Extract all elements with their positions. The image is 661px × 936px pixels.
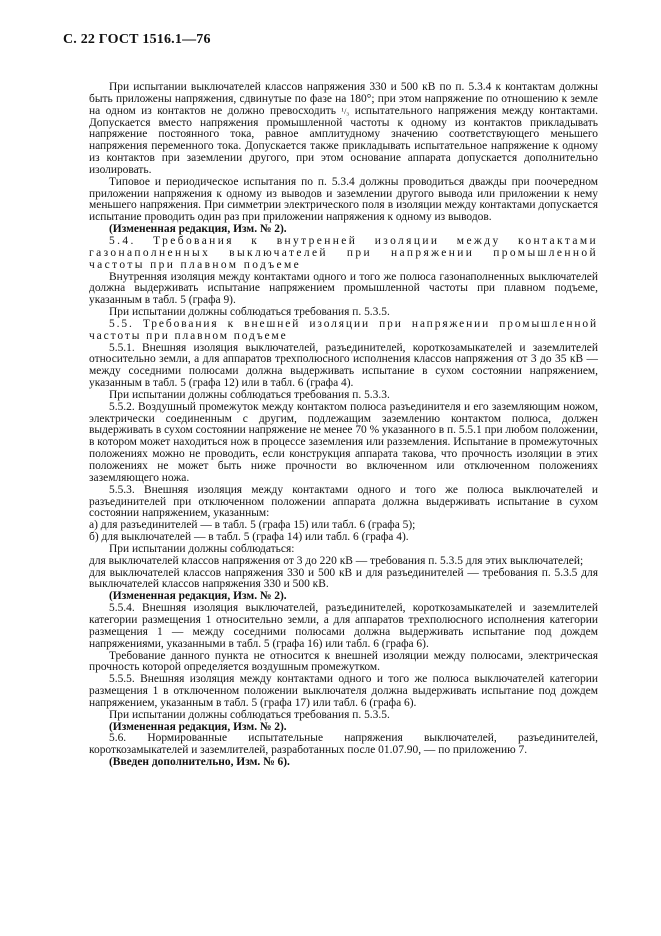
section-heading-5-5: 5.5. Требования к внешней изоляции при напряжении промышленной частоты при плавном подъеме	[89, 317, 598, 342]
paragraph: При испытании должны соблюдаться:	[109, 542, 295, 555]
fraction-one-third: ¹/₃	[341, 105, 350, 116]
paragraph: для выключателей классов напряжения 330 и 500 кВ и для разъединителей — требования п. 5.3.5 для выключателей классов напряжения 330 и 500 кВ.	[89, 566, 598, 591]
page-header: С. 22 ГОСТ 1516.1—76	[63, 32, 211, 47]
section-heading-5-4: 5.4. Требования к внутренней изоляции между контактами газонаполненных выключателей при напряжении промышленной частоты при плавном подъеме	[89, 234, 598, 271]
paragraph: 5.6. Нормированные испытательные напряжения выключателей, разъединителей, короткозамыкателей и заземлителей, разработанных после 01.07.90, — по приложению 7.	[89, 732, 598, 757]
paragraph: 5.5.3. Внешняя изоляция между контактами одного и того же полюса выключателей и разъединителей при отключенном положении аппарата должна выдерживать испытание в сухом состоянии напряжением, указанным:	[89, 483, 598, 520]
paragraph-text: испытательного напряжения между контактами. Допускается вместо напряжения промышленной частоты к одному из контактов прикладывать напряжение постоянного тока, равное амплитудному значению соответствующего меньшего напряжения переменного тока. Допускается также прикладывать испытательное напряжение к одному из контактов при заземлении другого, при этом основание аппарата допускается дополнительно изолировать.	[89, 104, 598, 176]
amendment-note: (Измененная редакция, Изм. № 2).	[109, 590, 287, 603]
paragraph: При испытании должны соблюдаться требования п. 5.3.5.	[109, 306, 390, 319]
paragraph: При испытании должны соблюдаться требования п. 5.3.5.	[109, 708, 390, 721]
paragraph	[89, 82, 598, 177]
paragraph: Внутренняя изоляция между контактами одного и того же полюса газонаполненных выключателей должна выдерживать испытание напряжением промышленной частоты при плавном подъеме, указанным в табл. 5 (графа 9).	[89, 270, 598, 307]
paragraph: Требование данного пункта не относится к внешней изоляции между полюсами, электрическая прочность которой определяется воздушным промежутком.	[89, 649, 598, 674]
list-item: а) для разъединителей — в табл. 5 (графа 15) или табл. 6 (графа 5);	[89, 519, 416, 532]
paragraph: 5.5.5. Внешняя изоляция между контактами одного и того же полюса выключателей категории размещения 1 в отключенном положении выключателя должна выдерживать испытание под дождем напряжением, указанным в табл. 5 (графа 17) или табл. 6 (графа 6).	[89, 673, 598, 709]
paragraph-text: При испытании выключателей классов напряжения 330 и 500 кВ по п. 5.3.4 к контактам должны быть приложены напряжения, сдвинутые по фазе на 180°; при этом напряжение по отношению к земле на одном из контактов не должно превосходить	[89, 81, 598, 117]
paragraph: 5.5.1. Внешняя изоляция выключателей, разъединителей, короткозамыкателей и заземлителей относительно земли, а для аппаратов трехполюсного исполнения классов напряжения от 3 до 35 кВ — между соседними полюсами должна выдерживать испытание в сухом состоянии напряжением, указанным в табл. 5 (графа 12) или в табл. 6 (графа 4).	[89, 341, 598, 390]
paragraph: 5.5.2. Воздушный промежуток между контактом полюса разъединителя и его заземляющим ножом, электрически соединенным с другим, подлежащим заземлению контактом полюса, должен выдерживать в сухом состоянии напряжение не менее 70 % указанного в п. 5.5.1 при любом положении, в котором может находиться нож в процессе заземления или разземления. Испытание в промежуточных положениях можно не проводить, если конструкция аппарата такова, что прочность изоляции в этих положениях не может быть ниже прочности во включенном или отключенном положениях заземляющего ножа.	[89, 400, 598, 484]
paragraph: При испытании должны соблюдаться требования п. 5.3.3.	[109, 388, 390, 401]
amendment-note: (Измененная редакция, Изм. № 2).	[109, 720, 287, 733]
list-item: б) для выключателей — в табл. 5 (графа 14) или табл. 6 (графа 4).	[89, 531, 409, 544]
amendment-note: (Измененная редакция, Изм. № 2).	[109, 223, 287, 236]
paragraph: для выключателей классов напряжения от 3 до 220 кВ — требования п. 5.3.5 для этих выключателей;	[89, 554, 584, 567]
paragraph: 5.5.4. Внешняя изоляция выключателей, разъединителей, короткозамыкателей и заземлителей категории размещения 1 относительно земли, а для аппаратов трехполюсного исполнения категории размещения 1 — между соседними полюсами должна выдерживать испытание под дождем напряжениями, указанными в табл. 5 (графа 16) или табл. 6 (графа 6).	[89, 602, 598, 650]
amendment-note: (Введен дополнительно, Изм. № 6).	[109, 756, 290, 769]
paragraph: Типовое и периодическое испытания по п. 5.3.4 должны проводиться дважды при поочередном приложении напряжения к одному из выводов и заземлении другого вывода или приложении к нему меньшего напряжения. При симметрии электрического поля в изоляции между контактами допускается испытание проводить один раз при приложении напряжения к одному из выводов.	[89, 175, 598, 224]
document-body	[89, 82, 598, 769]
